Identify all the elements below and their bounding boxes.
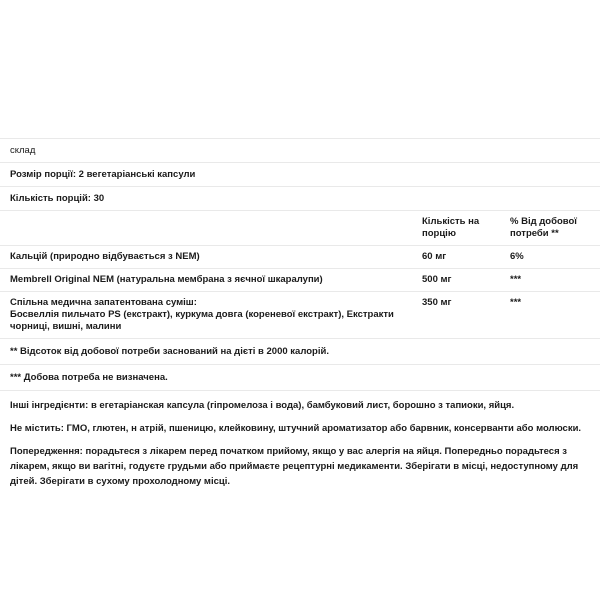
blend-amount: 350 мг xyxy=(422,297,452,308)
blend-label xyxy=(10,297,422,333)
column-header-daily-value: % Від добової потреби ** xyxy=(510,216,577,239)
blend-ingredients: Босвеллія пильчато PS (екстракт), куркума довга (кореневої екстракт), Екстракти чорниці, вишні, малини xyxy=(10,309,394,332)
panel-heading: склад xyxy=(10,145,36,156)
blend-daily-value: *** xyxy=(510,297,522,308)
table-header-row xyxy=(0,211,600,245)
nutrient-name: Membrell Original NEM (натуральна мембрана з яєчної шкаралупи) xyxy=(10,274,323,285)
nutrient-daily-value: 6% xyxy=(510,251,524,262)
serving-size: Розмір порції: 2 вегетаріанські капсули xyxy=(10,169,196,180)
servings-per-container: Кількість порцій: 30 xyxy=(10,193,105,204)
supplement-facts-panel xyxy=(0,138,600,489)
blend-title: Спільна медична запатентована суміш: xyxy=(10,297,197,308)
column-header-amount: Кількість на порцію xyxy=(422,216,480,239)
footnote-daily-value-basis: ** Відсоток від добової потреби заснований на дієті в 2000 калорій. xyxy=(10,346,329,357)
table-row xyxy=(0,246,600,268)
nutrient-amount: 500 мг xyxy=(422,274,452,285)
nutrient-daily-value: *** xyxy=(510,274,522,285)
proprietary-blend-row xyxy=(0,292,600,338)
nutrient-name: Кальцій (природно відбувається з NEM) xyxy=(10,251,200,262)
other-ingredients-text: Інші інгредієнти: в егетаріанская капсула (гіпромелоза і вода), бамбуковий лист, борошно з тапиоки, яйця. xyxy=(10,400,515,411)
table-row xyxy=(0,269,600,291)
free-from-text: Не містить: ГМО, глютен, н атрій, пшеницю, клейковину, штучний ароматизатор або барвник, консерванти або молюски. xyxy=(10,423,582,434)
nutrient-amount: 60 мг xyxy=(422,251,447,262)
footnote-no-daily-value: *** Добова потреба не визначена. xyxy=(10,372,168,383)
warning-text: Попередження: порадьтеся з лікарем перед початком прийому, якщо у вас алергія на яйця. Попередньо порадьтеся з лікарем, якщо ви вагітні, годуєте грудьми або приймаєте рецептурні медикаменти. Зберігати в місці, недоступному для дітей. Зберігати в сухому прохолодному місці. xyxy=(10,446,579,487)
